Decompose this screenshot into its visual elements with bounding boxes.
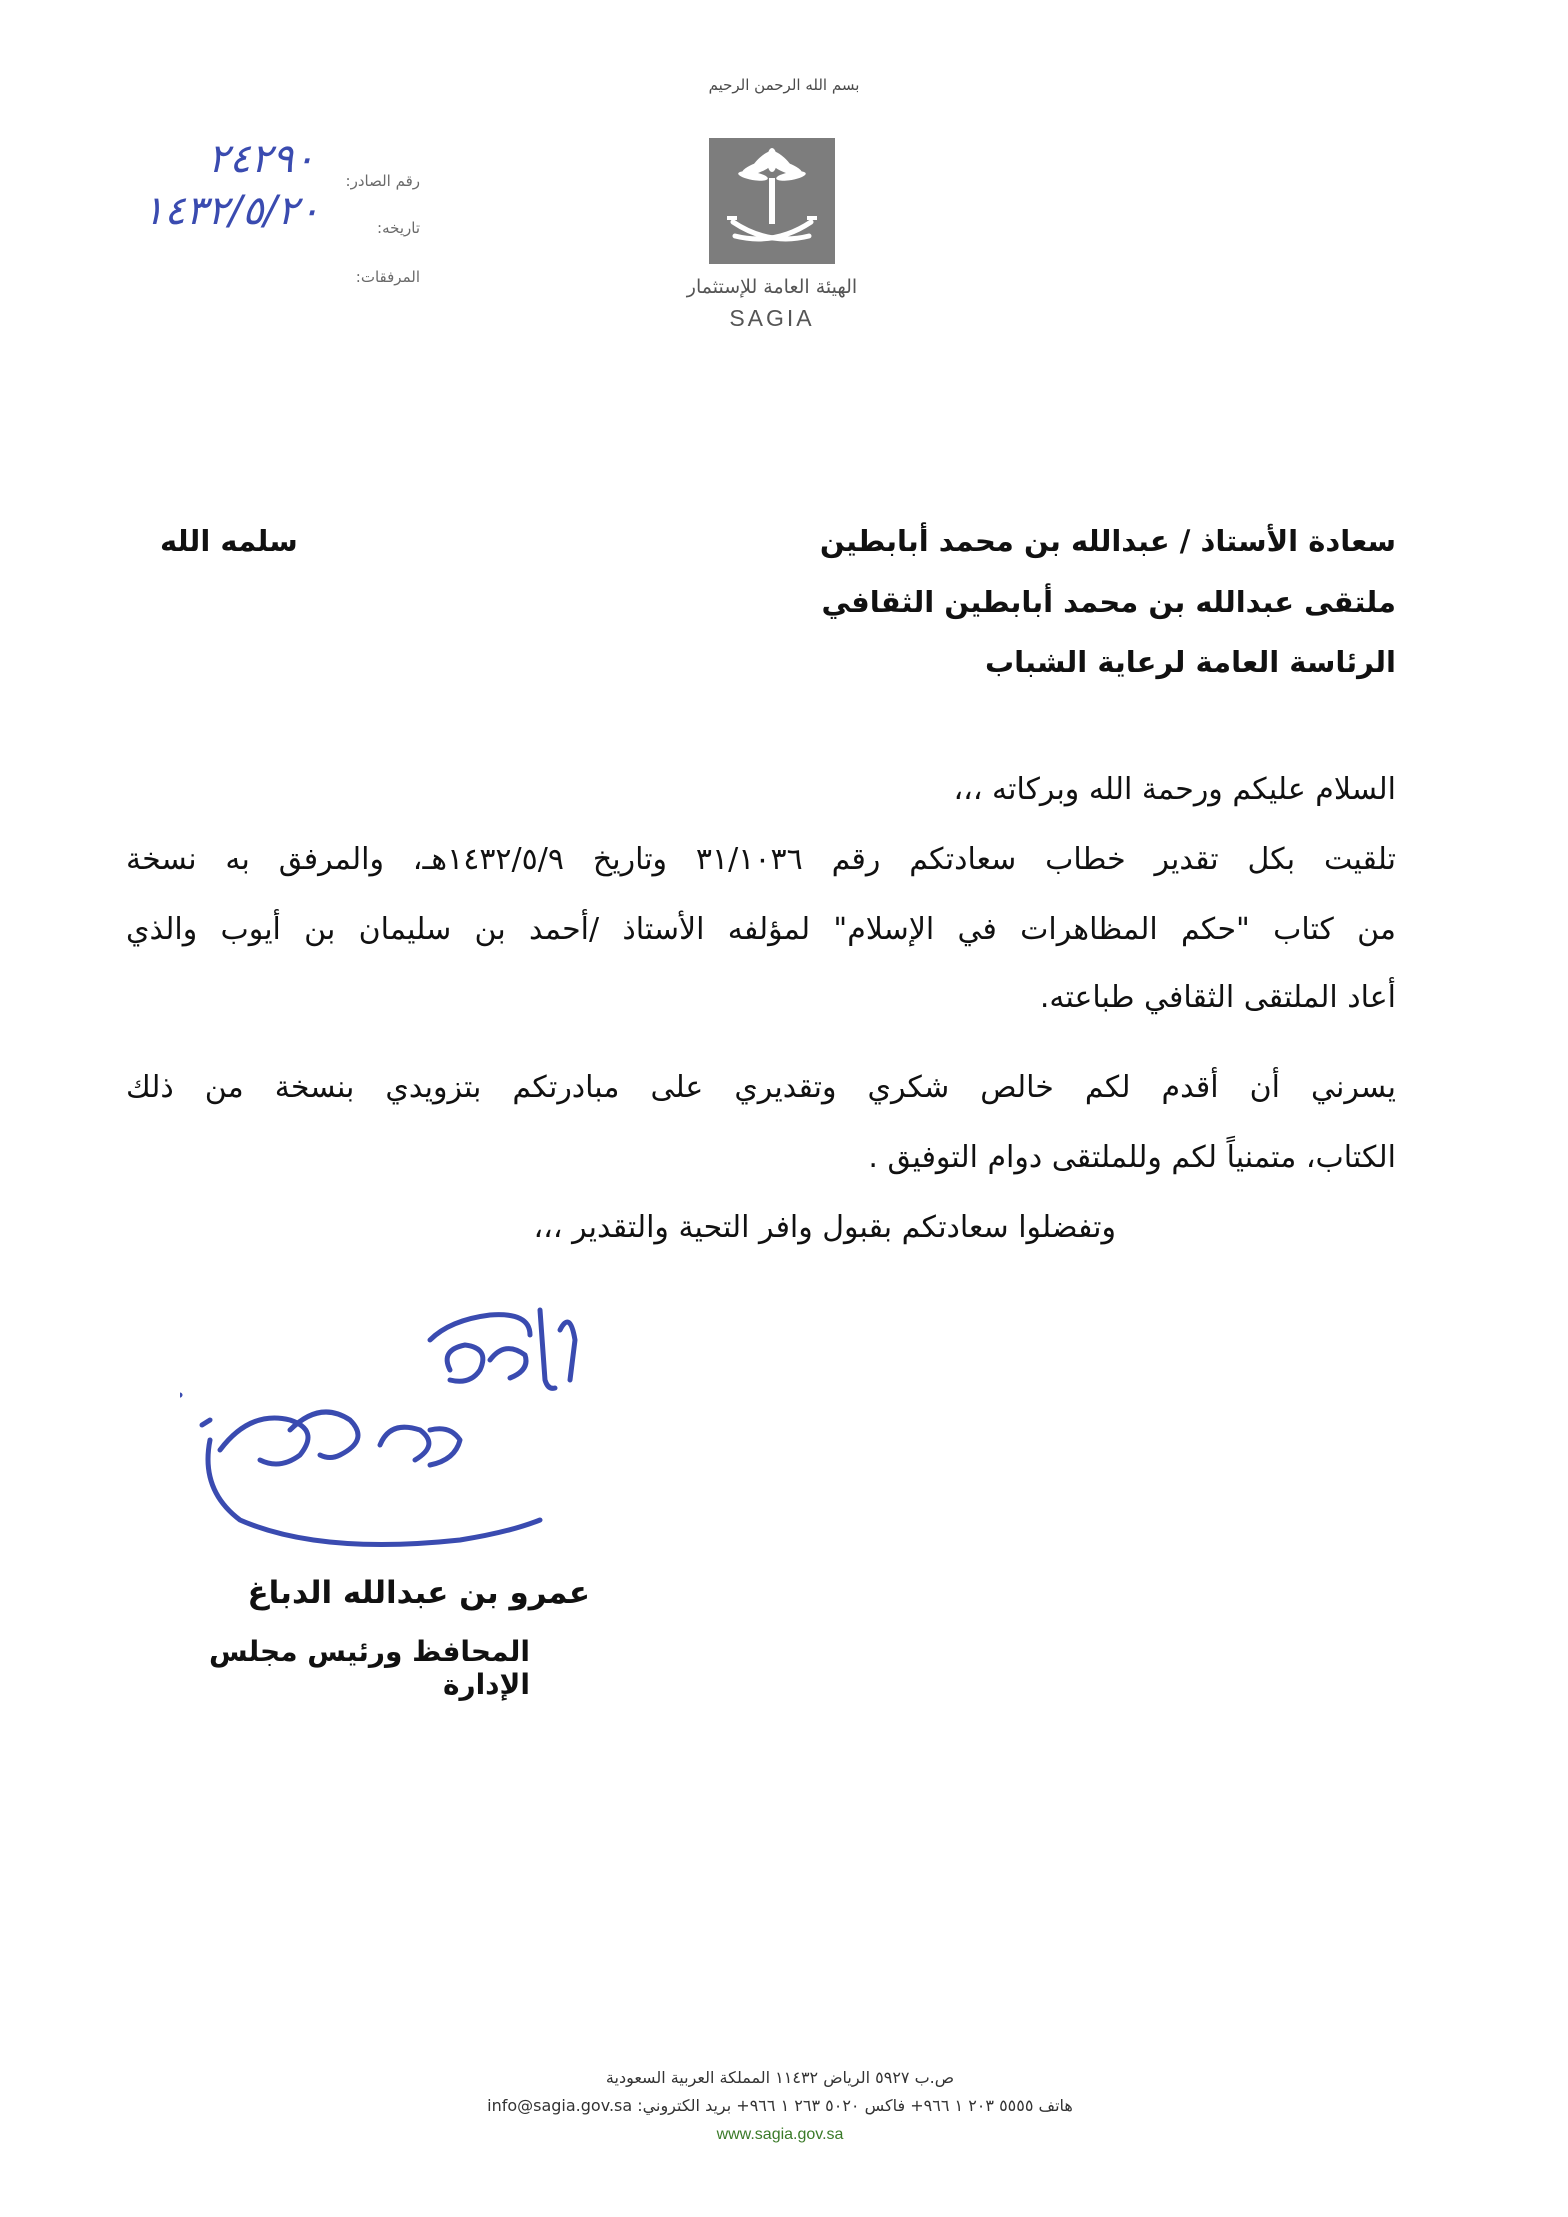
body-paragraph-1-line-2: من كتاب "حكم المظاهرات في الإسلام" لمؤلفه الأستاذ /أحمد بن سليمان بن أيوب والذي	[126, 912, 1396, 947]
addressee-line-3: الرئاسة العامة لرعاية الشباب	[985, 645, 1396, 679]
body-salutation: السلام عليكم ورحمة الله وبركاته ،،،	[953, 772, 1396, 807]
reference-date-handwritten: ١٤٣٢/٥/٢٠	[142, 188, 320, 234]
footer-contact-arabic: هاتف ٥٥٥٥ ٢٠٣ ١ ٩٦٦+ فاكس ٥٠٢٠ ٢٦٣ ١ ٩٦٦+ بريد الكتروني:	[637, 2096, 1073, 2115]
reference-attachments-label: المرفقات:	[355, 268, 420, 286]
org-name-arabic: الهيئة العامة للإستثمار	[686, 276, 858, 298]
reference-number-label: رقم الصادر:	[345, 172, 420, 190]
footer-website[interactable]: www.sagia.gov.sa	[716, 2126, 844, 2143]
basmala: بسم الله الرحمن الرحيم	[708, 76, 860, 94]
footer-email[interactable]: info@sagia.gov.sa	[487, 2096, 633, 2115]
org-name-english: SAGIA	[729, 305, 815, 331]
addressee-greeting: سلمه الله	[160, 524, 298, 558]
addressee-line-2: ملتقى عبدالله بن محمد أبابطين الثقافي	[821, 585, 1396, 619]
signer-name: عمرو بن عبدالله الدباغ	[247, 1575, 590, 1611]
body-closing: وتفضلوا سعادتكم بقبول وافر التحية والتقدير ،،،	[533, 1210, 1116, 1245]
signer-title: المحافظ ورئيس مجلس الإدارة	[209, 1635, 530, 1701]
body-paragraph-2-line-1: يسرني أن أقدم لكم خالص شكري وتقديري على مبادرتكم بتزويدي بنسخة من ذلك	[126, 1070, 1396, 1105]
body-paragraph-2-line-2: الكتاب، متمنياً لكم وللملتقى دوام التوفيق .	[868, 1140, 1396, 1175]
footer-contact	[420, 2096, 1140, 2115]
addressee-line-1: سعادة الأستاذ / عبدالله بن محمد أبابطين	[819, 524, 1396, 558]
reference-date-label: تاريخه:	[377, 219, 420, 237]
reference-number-handwritten: ٢٤٢٩٠	[207, 136, 315, 182]
body-paragraph-1-line-3: أعاد الملتقى الثقافي طباعته.	[1039, 980, 1396, 1015]
body-paragraph-1-line-1: تلقيت بكل تقدير خطاب سعادتكم رقم ٣١/١٠٣٦ وتاريخ ١٤٣٢/٥/٩هـ، والمرفق به نسخة	[126, 842, 1396, 877]
saudi-emblem-palm-swords-icon	[709, 138, 835, 264]
handwritten-signature	[180, 1270, 780, 1590]
footer-address: ص.ب ٥٩٢٧ الرياض ١١٤٣٢ المملكة العربية السعودية	[605, 2068, 955, 2087]
